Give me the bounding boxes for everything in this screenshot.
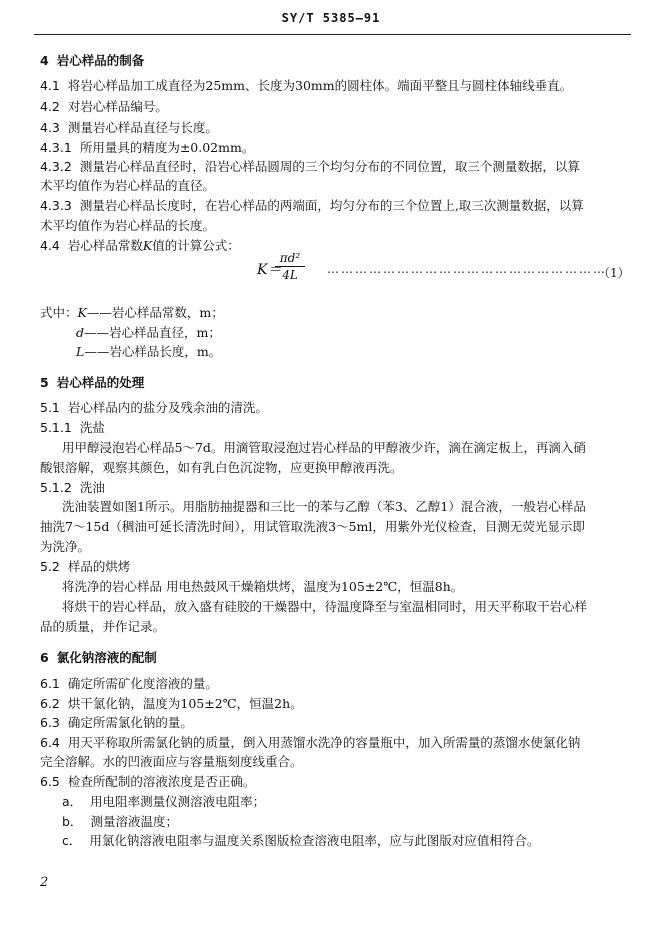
list-item-a-text: 用电阻率测量仪测溶液电阻率；	[90, 794, 266, 809]
para-4-4-number: 4.4	[40, 238, 60, 253]
list-item-c-text: 用氯化钠溶液电阻率与温度关系图版检查溶液电阻率，应与此图版对应值相符合。	[89, 833, 540, 848]
list-item-b-marker: b．	[62, 814, 83, 829]
para-5-1-text: 岩心样品内的盐分及残余油的清洗。	[67, 400, 268, 415]
para-4-3	[40, 120, 218, 136]
para-5-1-2-line2: 抽洗7～15d（稠油可延长清洗时间），用试管取洗液3～5ml，用紫外光仪检查，目测无荧光显示即	[40, 519, 585, 534]
section-6-heading	[40, 650, 157, 666]
standard-code-header: SY/T 5385—91	[281, 11, 381, 25]
para-6-3	[40, 715, 193, 731]
list-item-c-marker: c．	[62, 833, 82, 848]
section-5-heading	[40, 375, 144, 391]
section-4-number: 4	[40, 53, 49, 68]
para-4-1-text: 将岩心样品加工成直径为25mm、长度为30mm的圆柱体。端面平整且与圆柱体轴线垂直。	[67, 78, 573, 93]
para-4-3-number: 4.3	[40, 120, 60, 135]
list-item-b-text: 测量溶液温度；	[90, 814, 178, 829]
formula-lhs: K＝	[257, 262, 282, 278]
para-5-1-2-line3: 为洗净。	[40, 539, 91, 554]
para-4-3-2-number: 4.3.2	[40, 159, 72, 174]
def-text-d: ——岩心样品直径，m；	[84, 325, 221, 340]
para-4-3-1-text: 所用量具的精度为±0.02mm。	[79, 140, 255, 155]
where-line-d	[76, 325, 221, 341]
para-4-3-3	[40, 198, 584, 214]
para-4-3-2-cont: 术平均值作为岩心样品的直径。	[40, 178, 216, 193]
para-6-4-text: 用天平称取所需氯化钠的质量，倒入用蒸馏水洗净的容量瓶中，加入所需量的蒸馏水使氯化钠	[67, 735, 581, 750]
list-item-b	[62, 814, 178, 830]
para-4-3-1-number: 4.3.1	[40, 140, 72, 155]
para-5-1-1-line1: 用甲醇浸泡岩心样品5～7d。用滴管取浸泡过岩心样品的甲醇液少许，滴在滴定板上，再滴入硝	[62, 440, 586, 455]
para-5-1-1-number: 5.1.1	[40, 420, 72, 435]
para-4-3-2-text: 测量岩心样品直径时，沿岩心样品圆周的三个均匀分布的不同位置，取三个测量数据，以算	[79, 159, 580, 174]
formula-numerator: πd²	[279, 251, 301, 265]
def-text-k: ——岩心样品常数，m；	[86, 305, 224, 320]
para-5-1	[40, 400, 268, 416]
para-4-2-number: 4.2	[40, 99, 60, 114]
para-4-1-number: 4.1	[40, 78, 60, 93]
para-5-2-line2: 将烘干的岩心样品，放入盛有硅胶的干燥器中，待温度降至与室温相同时，用天平称取干岩心样	[62, 599, 588, 614]
para-4-2-text: 对岩心样品编号。	[67, 99, 168, 114]
where-line-k	[40, 305, 224, 321]
para-6-1-number: 6.1	[40, 676, 60, 691]
para-5-1-2	[40, 480, 105, 496]
para-6-1	[40, 676, 218, 692]
para-5-2-title: 样品的烘烤	[67, 559, 131, 574]
def-symbol-d: d	[76, 325, 85, 340]
list-item-c	[62, 833, 539, 849]
para-4-3-3-text: 测量岩心样品长度时，在岩心样品的两端面，均匀分布的三个位置上,取三次测量数据，以算	[79, 198, 584, 213]
where-label: 式中：	[40, 305, 78, 320]
para-5-2-line3: 品的质量，并作记录。	[40, 619, 166, 634]
para-6-3-text: 确定所需氯化钠的量。	[67, 715, 193, 730]
para-4-4-text: 岩心样品常数	[67, 238, 143, 253]
para-6-5-number: 6.5	[40, 774, 60, 789]
para-6-4	[40, 735, 580, 751]
para-6-5	[40, 774, 255, 790]
para-4-3-text: 测量岩心样品直径与长度。	[67, 120, 218, 135]
header-rule	[34, 34, 631, 35]
para-5-1-2-title: 洗油	[79, 480, 105, 495]
list-item-a	[62, 794, 265, 810]
para-5-2-number: 5.2	[40, 559, 60, 574]
section-4-heading	[40, 53, 144, 69]
equation-number: （1）	[598, 266, 630, 280]
def-symbol-k: K	[77, 305, 87, 320]
para-5-1-number: 5.1	[40, 400, 60, 415]
para-6-5-text: 检查所配制的溶液浓度是否正确。	[67, 774, 256, 789]
para-4-3-2	[40, 159, 580, 175]
para-4-4	[40, 238, 240, 254]
para-5-1-2-number: 5.1.2	[40, 480, 72, 495]
para-6-2-number: 6.2	[40, 696, 60, 711]
para-5-2	[40, 559, 130, 575]
para-4-3-3-cont: 术平均值作为岩心样品的长度。	[40, 218, 216, 233]
section-5-title: 岩心样品的处理	[56, 375, 145, 390]
para-4-4-text-end: 值的计算公式：	[152, 238, 240, 253]
page-number: 2	[40, 875, 49, 890]
list-item-a-marker: a．	[62, 794, 83, 809]
para-5-1-1-line2: 酸银溶解，观察其颜色，如有乳白色沉淀物，应更换甲醇液再洗。	[40, 460, 403, 475]
section-4-title: 岩心样品的制备	[56, 53, 145, 68]
para-6-3-number: 6.3	[40, 715, 60, 730]
para-5-2-line1: 将洗净的岩心样品 用电热鼓风干燥箱烘烤，温度为105±2℃，恒温8h。	[62, 579, 464, 594]
para-4-3-3-number: 4.3.3	[40, 198, 72, 213]
para-5-1-1-title: 洗盐	[79, 420, 105, 435]
section-6-title: 氯化钠溶液的配制	[56, 650, 157, 665]
section-5-number: 5	[40, 375, 49, 390]
para-6-4-number: 6.4	[40, 735, 60, 750]
para-4-1	[40, 78, 572, 94]
section-6-number: 6	[40, 650, 49, 665]
formula-leader-dots: ……………………………………………………	[327, 262, 607, 276]
def-symbol-l: L	[76, 344, 85, 359]
fraction-bar	[275, 266, 305, 267]
para-6-1-text: 确定所需矿化度溶液的量。	[67, 676, 218, 691]
para-6-2-text: 烘干氯化钠，温度为105±2℃，恒温2h。	[67, 696, 303, 711]
formula-denominator: 4L	[282, 268, 298, 282]
para-5-1-1	[40, 420, 105, 436]
para-4-3-1	[40, 140, 254, 156]
para-4-2	[40, 99, 168, 115]
para-6-2	[40, 696, 303, 712]
formula-k	[257, 251, 301, 282]
formula-fraction	[275, 251, 305, 282]
def-text-l: ——岩心样品长度，m。	[84, 344, 222, 359]
para-5-1-2-line1: 洗油装置如图1所示。用脂肪抽提器和三比一的苯与乙醇（苯3、乙醇1）混合液，一般岩心样品	[62, 499, 586, 514]
where-line-l	[76, 344, 221, 360]
para-6-4-cont: 完全溶解。水的凹液面应与容量瓶刻度线重合。	[40, 754, 303, 769]
para-4-4-symbol-k: K	[142, 238, 153, 253]
